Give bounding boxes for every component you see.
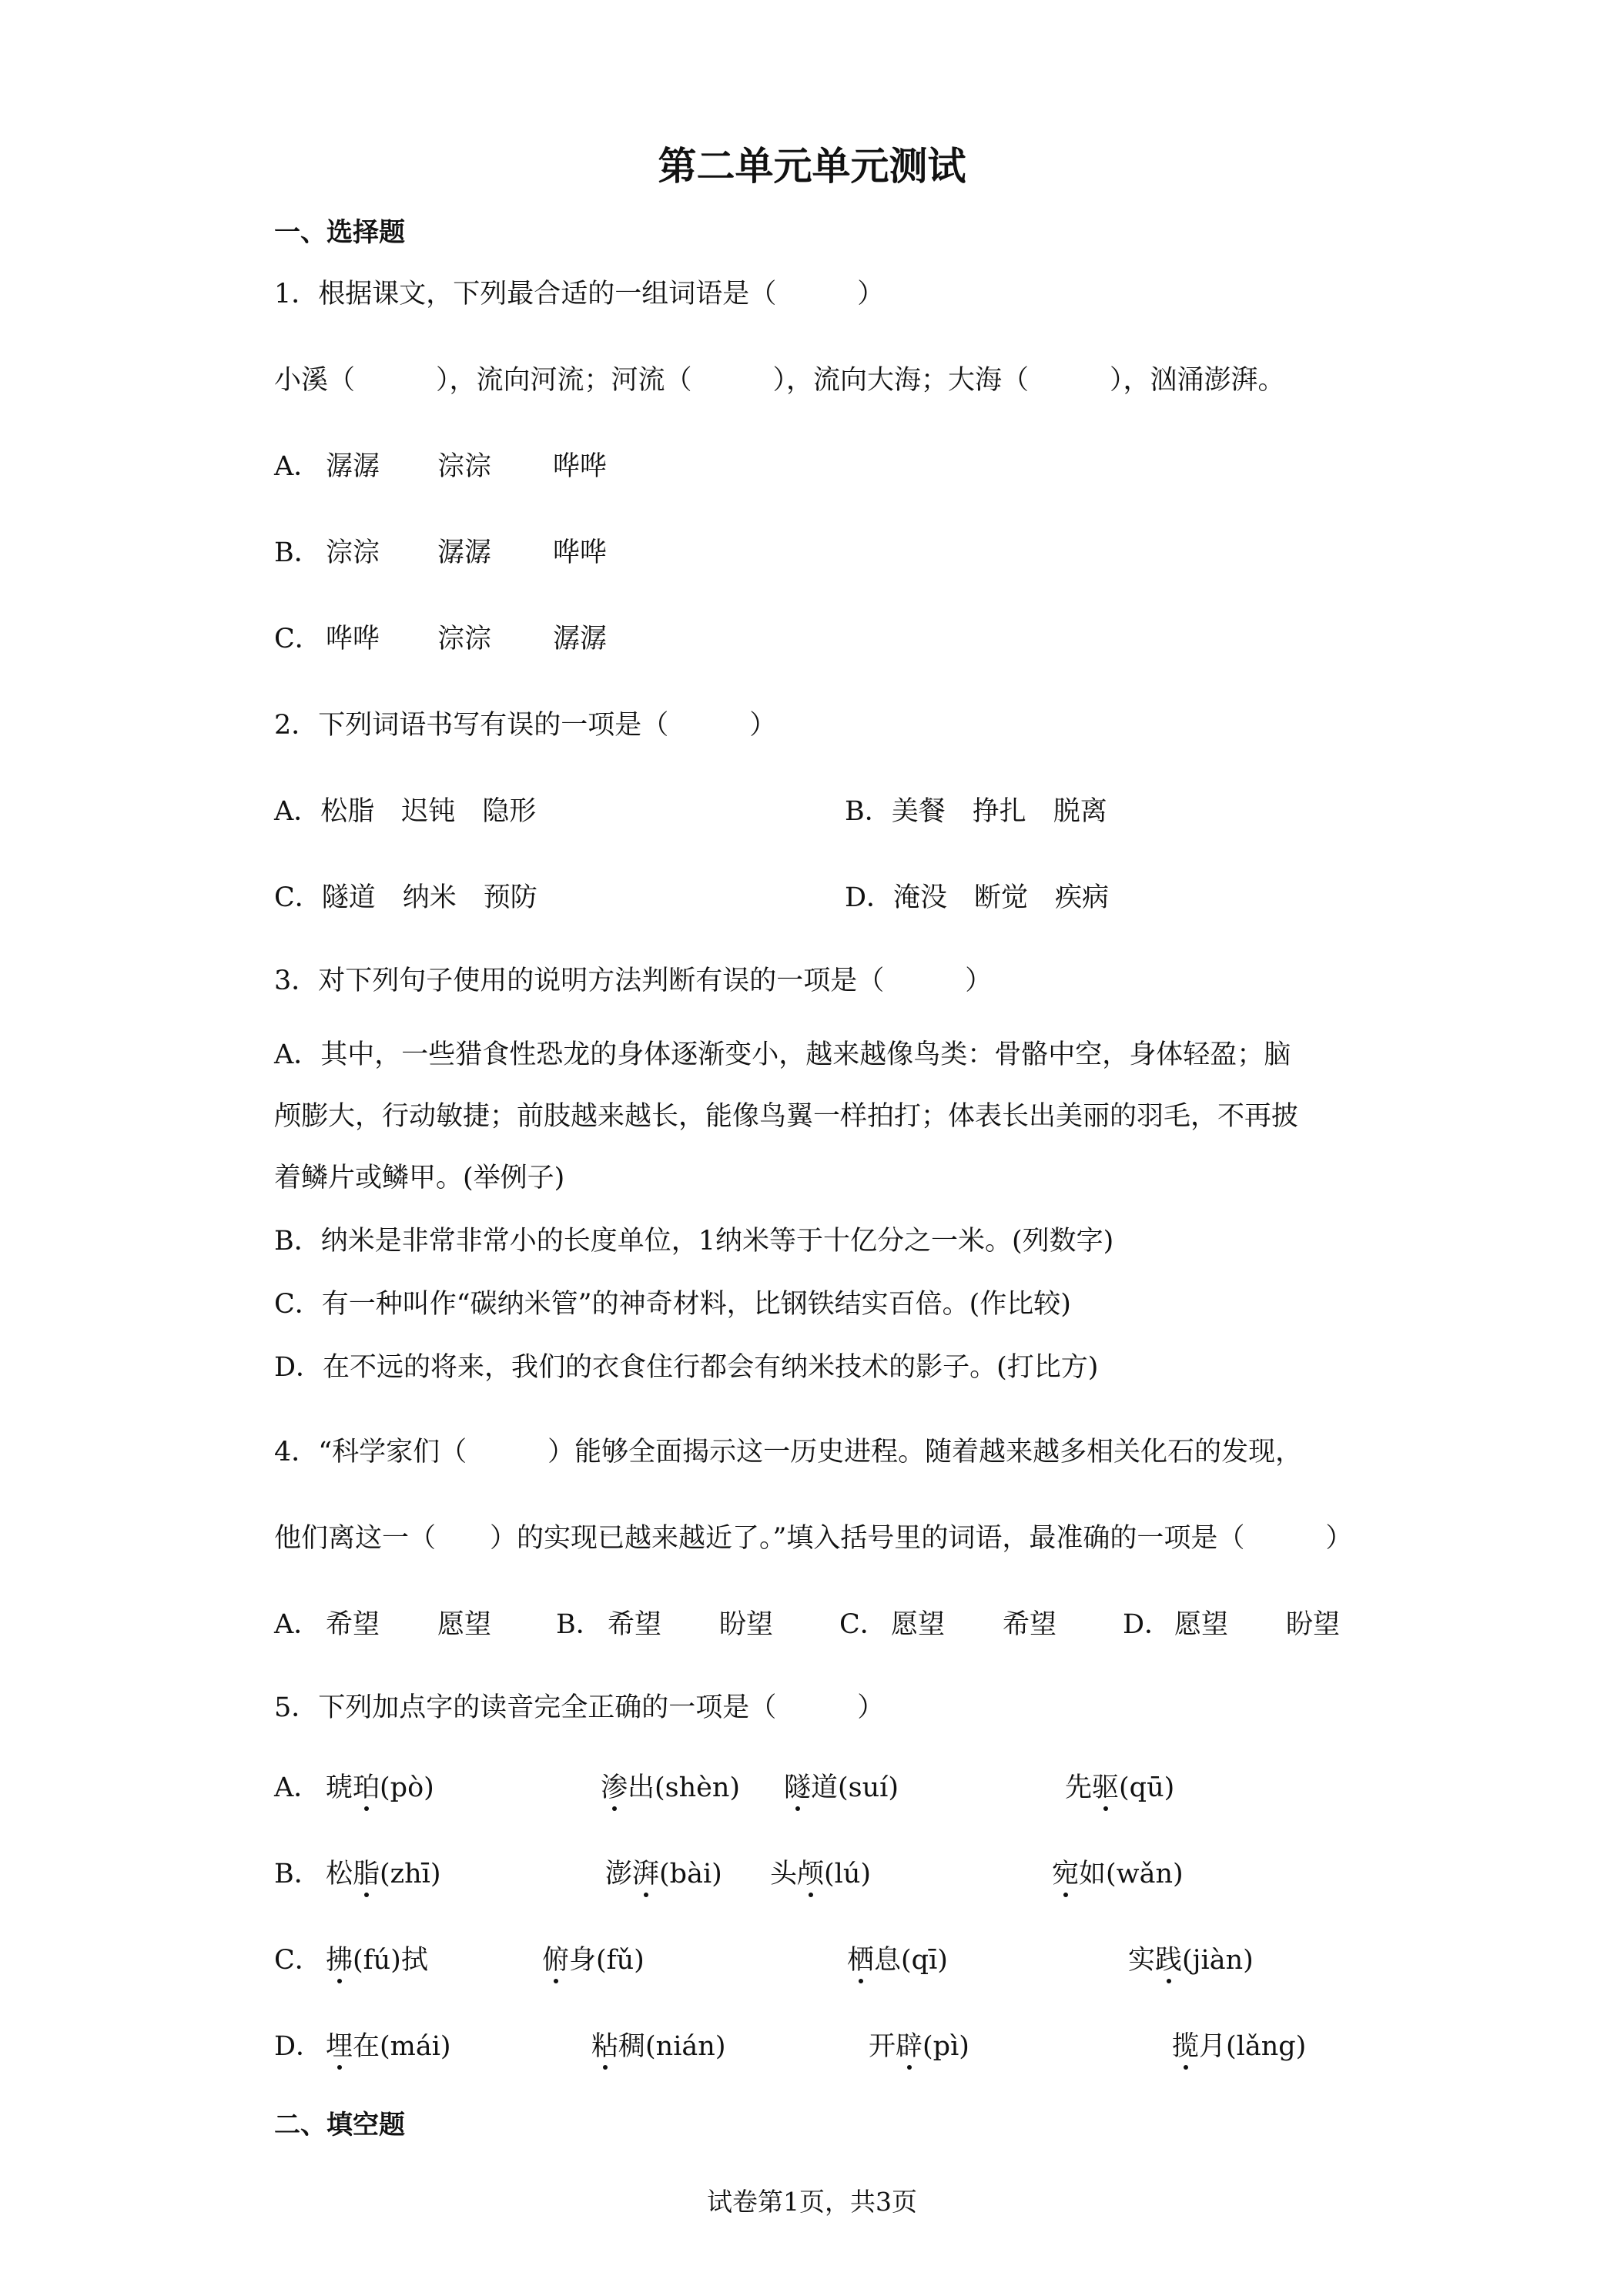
option-letter: B． [556,1609,603,1640]
pinyin-item: 澎湃(bài) [605,1859,722,1889]
emphasis-dot-char: 粘 [591,2031,619,2062]
option-word: 愿望 [891,1609,946,1640]
option-letter: C． [274,624,322,654]
question-2-option-d: D．淹没 断觉 疾病 [845,882,1110,913]
pinyin-item: 头颅(lú) [770,1859,872,1889]
question-2-option-c: C．隧道 纳米 预防 [274,882,537,913]
option-word: 盼望 [1286,1609,1341,1640]
page-footer: 试卷第1页，共3页 [707,2187,917,2217]
option-word: 愿望 [437,1609,492,1640]
option-word: 潺潺 [326,451,380,482]
option-word: 哗哗 [553,537,608,568]
option-word: 淙淙 [437,451,492,482]
emphasis-dot-char: 俯 [542,1945,570,1976]
pinyin-item: 琥珀(pò) [326,1772,434,1803]
question-3-option-b: B．纳米是非常非常小的长度单位，1纳米等于十亿分之一米。(列数字) [274,1226,1114,1257]
question-3-option-c: C．有一种叫作“碳纳米管”的神奇材料，比钢铁结实百倍。(作比较) [274,1289,1071,1320]
emphasis-dot-char: 宛 [1052,1859,1080,1889]
question-1-stem: 1．根据课文，下列最合适的一组词语是（ ） [274,279,885,310]
pinyin-item: 俯身(fǔ) [542,1945,645,1976]
pinyin-item: 埋在(mái) [326,2031,451,2062]
pinyin-item: 栖息(qī) [847,1945,948,1976]
pinyin-item: 揽月(lǎng) [1172,2031,1307,2062]
option-word: 希望 [608,1609,662,1640]
question-3-option-a-line: A．其中，一些猎食性恐龙的身体逐渐变小，越来越像鸟类：骨骼中空，身体轻盈；脑 [274,1039,1291,1070]
option-word: 淙淙 [437,624,492,654]
question-2-stem: 2．下列词语书写有误的一项是（ ） [274,710,777,741]
question-3-option-a-line: 着鳞片或鳞甲。(举例子) [274,1163,565,1193]
pinyin-item: 实践(jiàn) [1128,1945,1254,1976]
pinyin-item: 拂(fú)拭 [326,1945,428,1976]
question-3-option-d: D．在不远的将来，我们的衣食住行都会有纳米技术的影子。(打比方) [274,1352,1099,1383]
emphasis-dot-char: 渗 [601,1772,628,1803]
emphasis-dot-char: 拂 [326,1945,353,1976]
option-letter: D． [1123,1609,1172,1640]
emphasis-dot-char: 埋 [326,2031,353,2062]
emphasis-dot-char: 湃 [632,1859,660,1889]
question-2-option-a: A．松脂 迟钝 隐形 [274,796,537,827]
option-word: 盼望 [719,1609,774,1640]
question-5-stem: 5．下列加点字的读音完全正确的一项是（ ） [274,1692,885,1723]
emphasis-dot-char: 践 [1155,1945,1183,1976]
emphasis-dot-char: 颅 [797,1859,825,1889]
option-word: 希望 [326,1609,380,1640]
option-word: 愿望 [1174,1609,1229,1640]
pinyin-item: 隧道(suí) [784,1772,899,1803]
option-letter: C． [274,1945,322,1976]
question-4-line-2: 他们离这一（ ）的实现已越来越近了。”填入括号里的词语，最准确的一项是（ ） [274,1523,1353,1554]
option-letter: A． [274,451,321,482]
pinyin-item: 开辟(pì) [869,2031,969,2062]
pinyin-item: 宛如(wǎn) [1052,1859,1184,1889]
question-3-option-a-line: 颅膨大，行动敏捷；前肢越来越长，能像鸟翼一样拍打；体表长出美丽的羽毛，不再披 [274,1101,1299,1132]
question-4-line-1: 4．“科学家们（ ）能够全面揭示这一历史进程。随着越来越多相关化石的发现， [274,1437,1303,1468]
emphasis-dot-char: 辟 [896,2031,923,2062]
pinyin-item: 粘稠(nián) [591,2031,726,2062]
option-letter: A． [274,1609,321,1640]
emphasis-dot-char: 隧 [784,1772,812,1803]
option-word: 哗哗 [326,624,380,654]
emphasis-dot-char: 珀 [353,1772,380,1803]
section-heading-choice: 一、选择题 [274,217,405,248]
emphasis-dot-char: 脂 [353,1859,380,1889]
question-2-option-b: B．美餐 挣扎 脱离 [845,796,1107,827]
emphasis-dot-char: 揽 [1172,2031,1200,2062]
option-letter: C． [839,1609,887,1640]
section-heading-fill-blank: 二、填空题 [274,2110,405,2140]
pinyin-item: 松脂(zhī) [326,1859,441,1889]
option-letter: B． [274,537,321,568]
option-word: 潺潺 [437,537,492,568]
option-letter: B． [274,1859,321,1889]
option-word: 潺潺 [553,624,608,654]
question-3-stem: 3．对下列句子使用的说明方法判断有误的一项是（ ） [274,966,993,996]
option-word: 淙淙 [326,537,380,568]
option-word: 哗哗 [553,451,608,482]
page-title: 第二单元单元测试 [658,144,966,189]
emphasis-dot-char: 栖 [847,1945,875,1976]
pinyin-item: 渗出(shèn) [601,1772,741,1803]
emphasis-dot-char: 驱 [1092,1772,1120,1803]
option-letter: A． [274,1772,321,1803]
question-1-context: 小溪（ ），流向河流；河流（ ），流向大海；大海（ ），汹涌澎湃。 [274,365,1285,396]
option-word: 希望 [1003,1609,1057,1640]
option-letter: D． [274,2031,323,2062]
pinyin-item: 先驱(qū) [1065,1772,1175,1803]
